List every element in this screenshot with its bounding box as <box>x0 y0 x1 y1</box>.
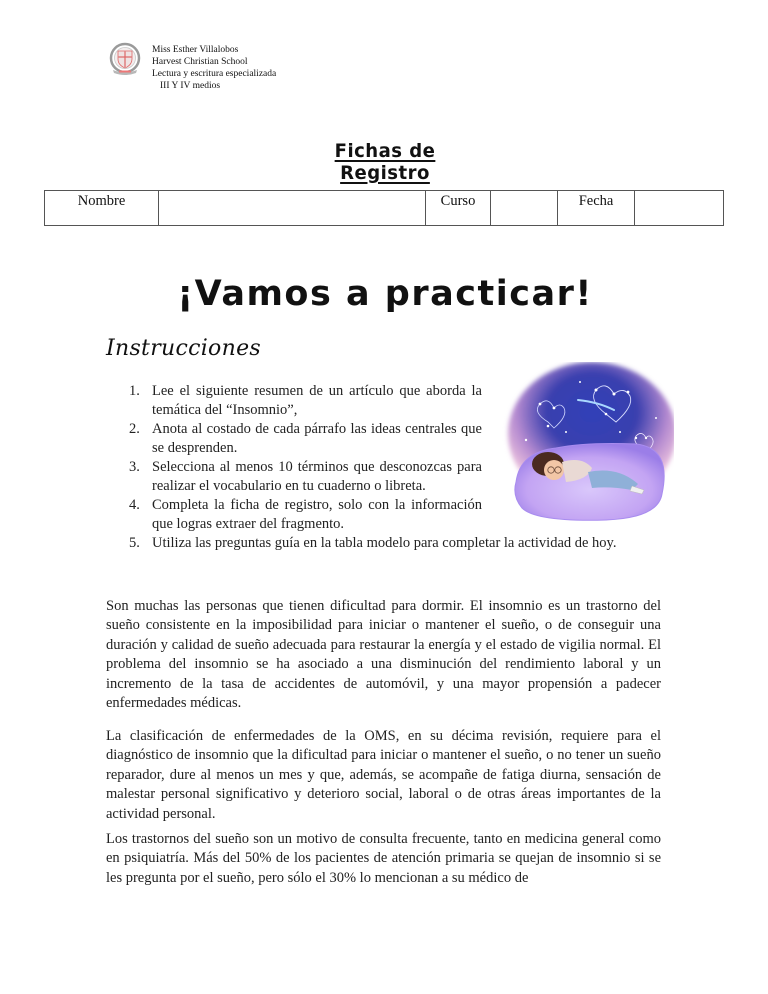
article-paragraph: Son muchas las personas que tienen dificultad para dormir. El insomnio es un trastorno del sueño consistente en la imposibilidad para iniciar o mantener el sueño, o de conseguir una duración y calidad de sueño adecuada para restaurar la energía y el estado de vigilia normal. El problema del insomnio se ha asociado a una disminución del rendimiento laboral y un incremento de la tasa de accidentes de automóvil, y una mayor propensión a padecer enfermedades médicas. <box>106 598 661 712</box>
course-field[interactable] <box>491 191 558 226</box>
instruction-step: 2. Anota al costado de cada párrafo las ideas centrales que se desprenden. <box>129 421 482 456</box>
course-level: III Y IV medios <box>160 81 221 91</box>
name-label: Nombre <box>45 191 159 226</box>
date-label: Fecha <box>558 191 635 226</box>
student-info-table <box>44 190 724 226</box>
instruction-step: 5. Utiliza las preguntas guía en la tabla modelo para completar la actividad de hoy. <box>129 535 617 551</box>
name-field[interactable] <box>159 191 426 226</box>
sleeping-avatar-illustration <box>496 362 674 532</box>
school-name: Harvest Christian School <box>152 57 248 67</box>
form-title: Fichas de Registro <box>334 140 436 184</box>
subject-name: Lectura y escritura especializada <box>152 69 277 79</box>
instruction-step: 4. Completa la ficha de registro, solo con la información que logras extraer del fragmento. <box>129 497 482 532</box>
instruction-step: 1. Lee el siguiente resumen de un artículo que aborda la temática del “Insomnio”, <box>129 383 482 418</box>
date-field[interactable] <box>635 191 724 226</box>
course-label: Curso <box>426 191 491 226</box>
instructions-title: Instrucciones <box>106 336 261 361</box>
article-paragraph: Los trastornos del sueño son un motivo de consulta frecuente, tanto en medicina general como en psiquiatría. Más del 50% de los pacientes de atención primaria se quejan de insomnio si se les pregunta por el sueño, pero sólo el 30% lo mencionan a su médico de <box>106 831 661 886</box>
article-paragraph: La clasificación de enfermedades de la OMS, en su décima revisión, requiere para el diagnóstico de insomnio que la dificultad para iniciar o mantener el sueño, o no tener un sueño reparador, dure al menos un mes y que, además, se acompañe de fatiga diurna, sensación de malestar personal significativo y deterioro social, laboral o de otras áreas importantes de la actividad personal. <box>106 728 661 822</box>
school-crest-icon <box>108 42 142 78</box>
instruction-step: 3. Selecciona al menos 10 términos que desconozcas para realizar el vocabulario en tu cuaderno o libreta. <box>129 459 482 494</box>
teacher-name: Miss Esther Villalobos <box>152 45 239 55</box>
header-info <box>152 44 276 92</box>
activity-heading: ¡Vamos a practicar! <box>177 274 593 314</box>
